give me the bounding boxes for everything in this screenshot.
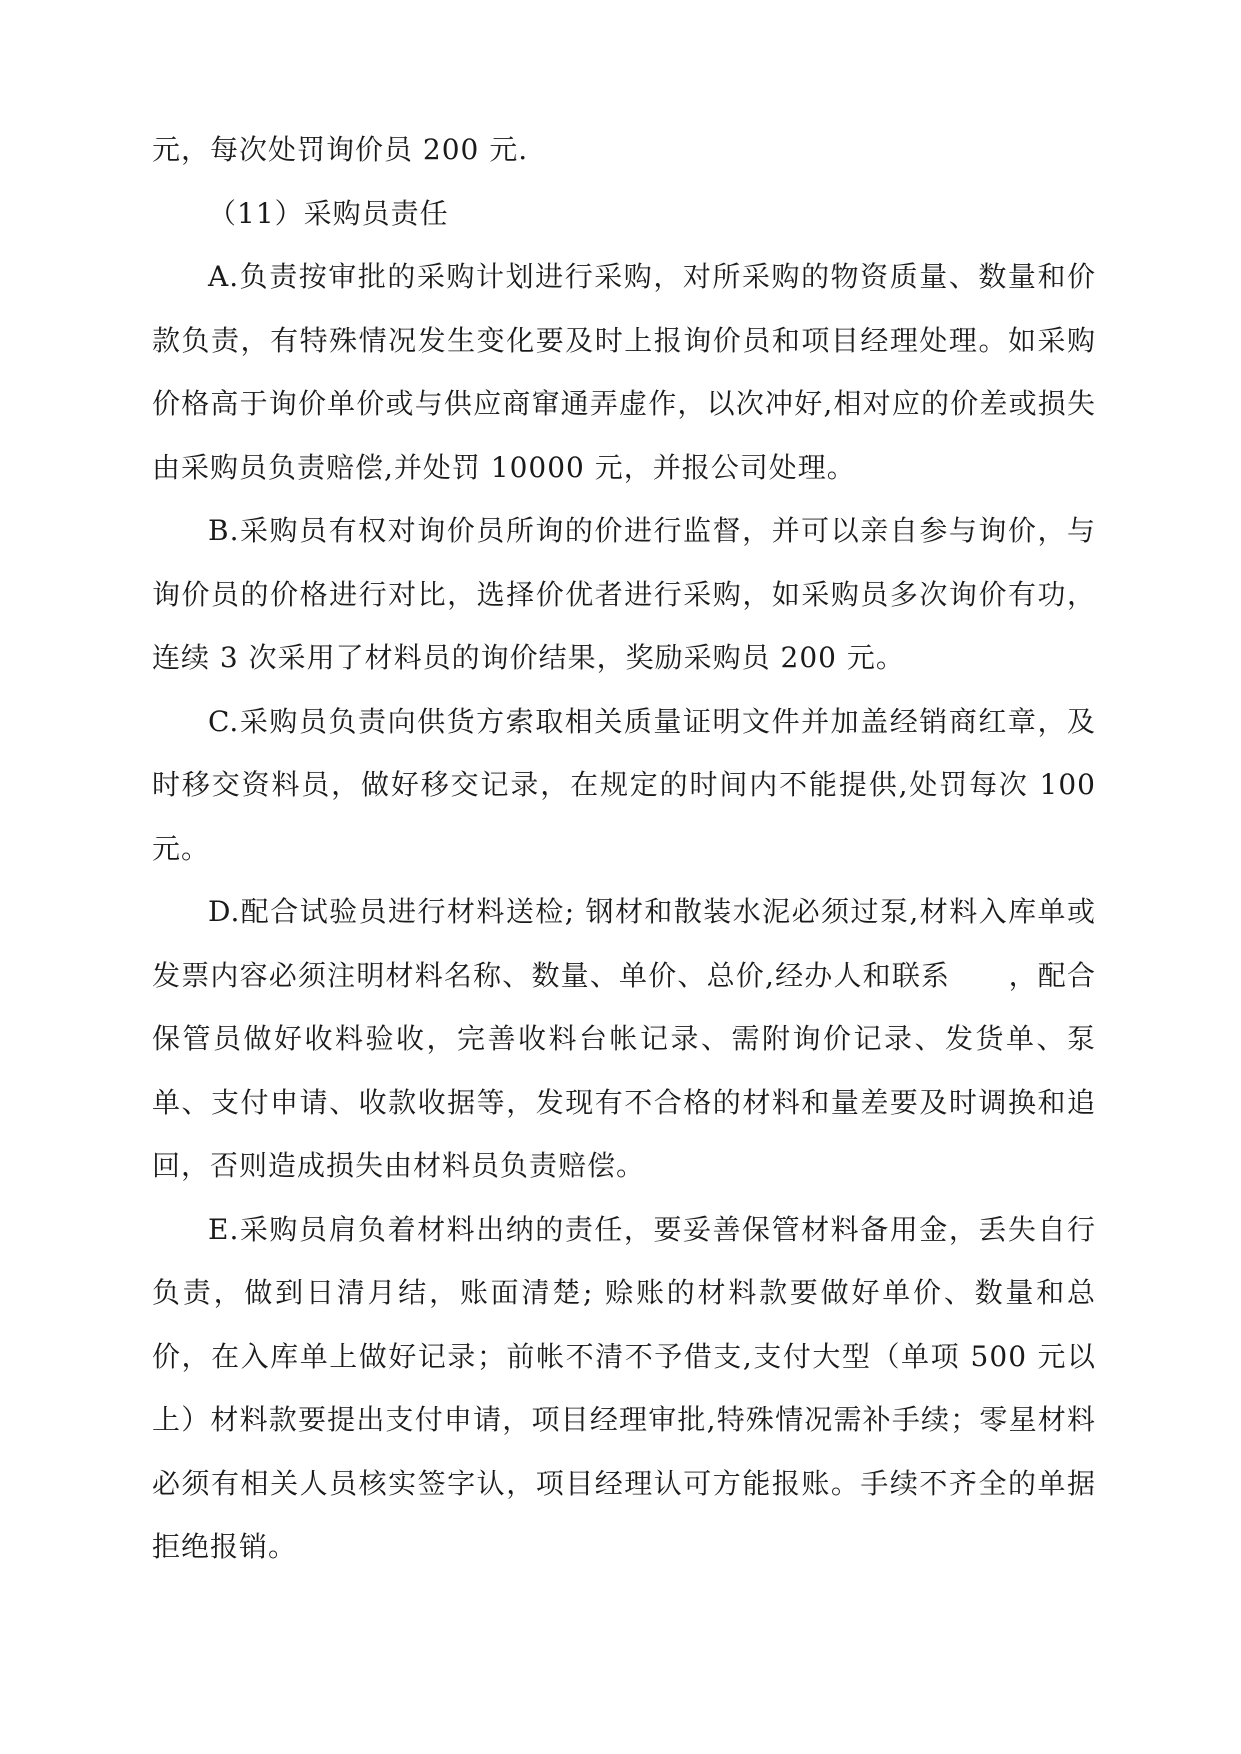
section-heading: （11）采购员责任 — [208, 196, 449, 230]
paragraph-a: A.负责按审批的采购计划进行采购，对所采购的物资质量、数量和价款负责，有特殊情况发生变化要及时上报询价员和项目经理处理。如采购价格高于询价单价或与供应商窜通弄虚作，以次冲好,相对应的价差或损失由采购员负责赔偿,并处罚 10000 元，并报公司处理。 — [152, 260, 1096, 484]
paragraph-e: E.采购员肩负着材料出纳的责任，要妥善保管材料备用金，丢失自行负责，做到日清月结，账面清楚; 赊账的材料款要做好单价、数量和总价，在入库单上做好记录；前帐不清不予借支,支付大型（单项 500 元以上）材料款要提出支付申请，项目经理审批,特殊情况需补手续；零星材料必须有相关人员核实签字认，项目经理认可方能报账。手续不齐全的单据拒绝报销。 — [152, 1212, 1096, 1563]
paragraph-c: C.采购员负责向供货方索取相关质量证明文件并加盖经销商红章，及时移交资料员，做好移交记录，在规定的时间内不能提供,处罚每次 100 元。 — [152, 704, 1096, 865]
paragraph-continuation: 元，每次处罚询价员 200 元. — [152, 133, 529, 166]
paragraph-b: B.采购员有权对询价员所询的价进行监督，并可以亲自参与询价，与询价员的价格进行对比，选择价优者进行采购，如采购员多次询价有功，连续 3 次采用了材料员的询价结果，奖励采购员 200 元。 — [152, 514, 1096, 674]
paragraph-d: D.配合试验员进行材料送检; 钢材和散装水泥必须过泵,材料入库单或发票内容必须注明材料名称、数量、单价、总价,经办人和联系 ，配合保管员做好收料验收，完善收料台帐记录、需附询价记录、发货单、泵单、支付申请、收款收据等，发现有不合格的材料和量差要及时调换和追回，否则造成损失由材料员负责赔偿。 — [152, 895, 1096, 1182]
document-body — [152, 118, 1096, 1579]
